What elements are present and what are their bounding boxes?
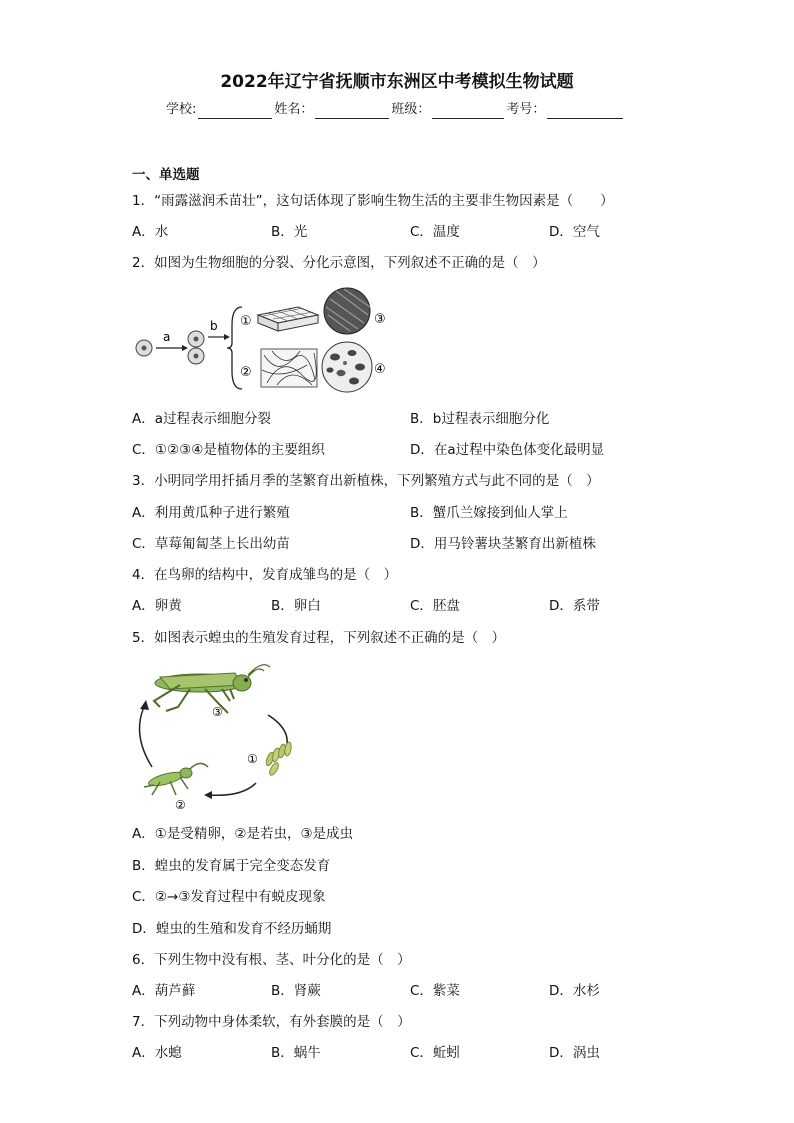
stage-1-label: ① [247,752,258,766]
option[interactable]: C．温度 [410,224,460,240]
stage-2-label: ② [175,798,186,812]
blood-cells-circle [322,342,372,392]
school-blank[interactable] [198,104,272,119]
label-2: ② [240,365,252,380]
name-label: 姓名： [274,102,314,117]
label-b: b [210,319,218,333]
option[interactable]: A．利用黄瓜种子进行繁殖 [132,505,290,521]
question-stem: 2．如图为生物细胞的分裂、分化示意图，下列叙述不正确的是（ ） [132,255,546,271]
question-stem: 1．“雨露滋润禾苗壮”，这句话体现了影响生物生活的主要非生物因素是（ ） [132,193,614,209]
option[interactable]: B．光 [271,224,308,240]
option[interactable]: B．b过程表示细胞分化 [410,411,550,427]
option[interactable]: D．在a过程中染色体变化最明显 [410,442,605,458]
option[interactable]: D．空气 [549,224,600,240]
option[interactable]: A．a过程表示细胞分裂 [132,411,272,427]
single-cell [136,340,152,356]
option[interactable]: B．蝗虫的发育属于完全变态发育 [132,858,331,874]
option[interactable]: B．蟹爪兰嫁接到仙人掌上 [410,505,568,521]
option[interactable]: B．蜗牛 [271,1045,321,1061]
locust-life-cycle-diagram [130,655,310,815]
question-stem: 6．下列生物中没有根、茎、叶分化的是（ ） [132,952,411,968]
muscle-tissue-circle [324,288,370,334]
label-a: a [163,330,171,344]
class-label: 班级： [391,102,431,117]
school-label: 学校: [166,102,197,117]
option[interactable]: C．②→③发育过程中有蜕皮现象 [132,889,326,905]
option[interactable]: A．①是受精卵，②是若虫，③是成虫 [132,826,354,842]
option[interactable]: D．水杉 [549,983,600,999]
question-stem: 3．小明同学用扦插月季的茎繁育出新植株，下列繁殖方式与此不同的是（ ） [132,473,600,489]
option[interactable]: C．蚯蚓 [410,1045,460,1061]
cell-division-diagram [132,285,397,395]
egg-pod-image [265,742,292,777]
two-cells [188,331,204,364]
stage-3-label: ③ [212,705,223,719]
option[interactable]: A．水 [132,224,169,240]
label-4: ④ [374,362,386,377]
option[interactable]: D．蝗虫的生殖和发育不经历蛹期 [132,921,332,937]
nymph-image [144,763,208,795]
label-3: ③ [374,312,386,327]
epidermal-tissue [258,307,318,331]
option[interactable]: C．紫菜 [410,983,460,999]
name-blank[interactable] [315,104,389,119]
option[interactable]: C．草莓匍匐茎上长出幼苗 [132,536,290,552]
class-blank[interactable] [432,104,504,119]
nerve-tissue [261,349,317,387]
question-stem: 5．如图表示蝗虫的生殖发育过程，下列叙述不正确的是（ ） [132,630,506,646]
option[interactable]: B．卵白 [271,598,321,614]
option[interactable]: C．胚盘 [410,598,460,614]
option[interactable]: D．系带 [549,598,600,614]
option[interactable]: C．①②③④是植物体的主要组织 [132,442,325,458]
option[interactable]: B．肾蕨 [271,983,321,999]
question-stem: 4．在鸟卵的结构中，发育成雏鸟的是（ ） [132,567,398,583]
exam-no-label: 考号： [506,102,546,117]
option[interactable]: A．水螅 [132,1045,182,1061]
option[interactable]: A．卵黄 [132,598,182,614]
header-fields [166,101,625,119]
label-1: ① [240,314,252,329]
question-stem: 7．下列动物中身体柔软，有外套膜的是（ ） [132,1014,411,1030]
option[interactable]: D．涡虫 [549,1045,600,1061]
option[interactable]: D．用马铃薯块茎繁育出新植株 [410,536,596,552]
exam-no-blank[interactable] [547,104,623,119]
section-heading: 一、单选题 [132,167,200,183]
option[interactable]: A．葫芦藓 [132,983,196,999]
page-title: 2022年辽宁省抚顺市东洲区中考模拟生物试题 [220,72,574,92]
